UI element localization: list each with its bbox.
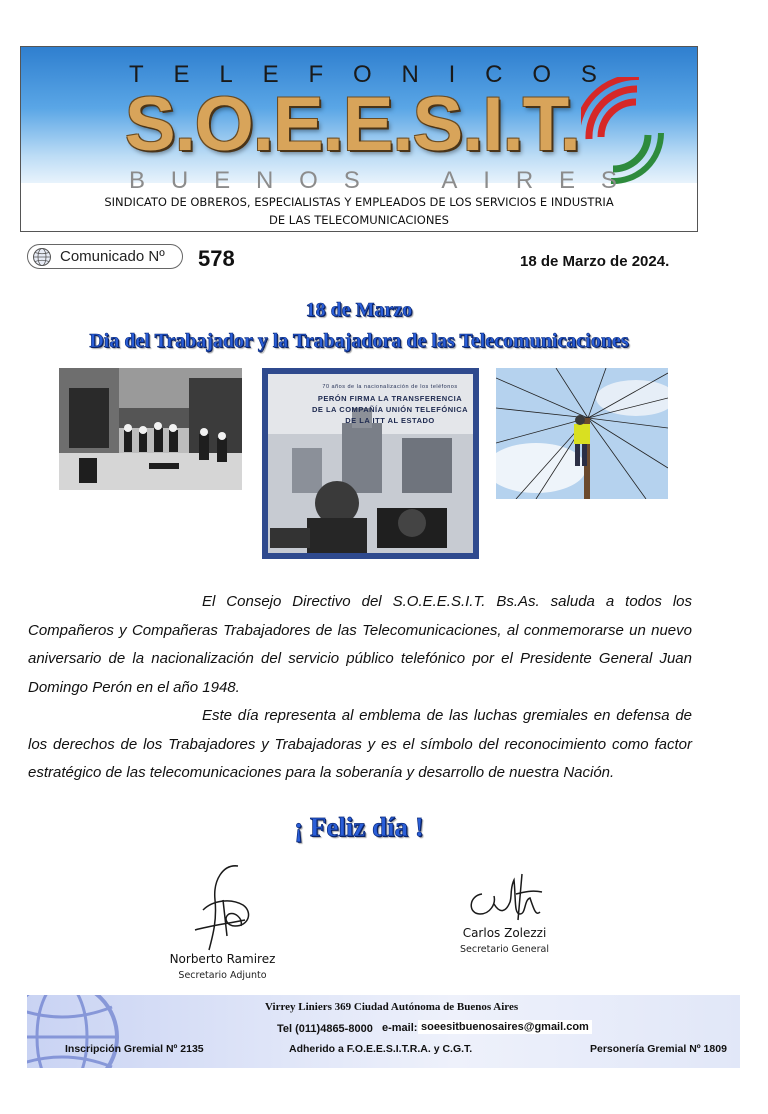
signature-block-left [150, 860, 295, 981]
signer-name: Carlos Zolezzi [462, 926, 547, 940]
banner-letter: E [173, 61, 192, 88]
signature-ramirez-icon [183, 860, 263, 952]
footer-phone: Tel (011)4865-8000 [277, 1023, 373, 1035]
banner-letter: E [262, 61, 281, 88]
banner-letter: E [559, 167, 576, 194]
banner-letter: I [483, 167, 490, 194]
photo-peron-nationalization [262, 368, 479, 559]
brand-logo-text: S.O.E.E.S.I.T. [125, 82, 580, 167]
globe-icon [32, 247, 52, 267]
comunicado-number: 578 [198, 246, 235, 271]
banner-letter: U [170, 167, 189, 194]
banner-letter: O [352, 61, 374, 88]
body-paragraph-1: El Consejo Directivo del S.O.E.E.S.I.T. Bs.As. saluda a todos los Compañeros y Compañeras Trabajadores de las Telecomunicaciones, al conmemorarse un nuevo aniversario de la nacionalización del servicio público telefónico por el Presidente General Juan Domingo Perón en el año 1948. [28, 593, 692, 696]
body-paragraph-2: Este día representa al emblema de las luchas gremiales en defensa de los derechos de los Trabajadores y Trabajadoras y es el símbolo del reconocimiento como factor estratégico de las telecomunicaciones para la soberanía y desarrollo de nuestra Nación. [28, 707, 692, 781]
banner-letter: C [485, 61, 505, 88]
footer-email-link[interactable]: soeesitbuenosaires@gmail.com [418, 1020, 592, 1034]
banner-letter: S [580, 61, 599, 88]
banner-letter: F [308, 61, 326, 88]
letterhead-banner [20, 46, 698, 232]
banner-letter: N [255, 167, 274, 194]
signature-block-right [432, 870, 577, 955]
heading-title: Dia del Trabajador y la Trabajadora de las Telecomunicaciones [89, 330, 629, 352]
letterhead-footer [27, 995, 740, 1068]
banner-letter: T [129, 61, 146, 88]
photo2-caption-line2: DE LA COMPAÑÍA UNIÓN TELEFÓNICA [311, 405, 469, 414]
banner-letter: B [129, 167, 146, 194]
signer-role: Secretario Adjunto [178, 970, 267, 981]
banner-bottom-word [129, 167, 617, 195]
signer-role: Secretario General [459, 944, 549, 955]
banner-letter: S [600, 167, 617, 194]
document-date: 18 de Marzo de 2024. [520, 253, 670, 270]
banner-letter: O [532, 61, 554, 88]
footer-email-label: e-mail: [382, 1022, 418, 1034]
banner-letter: N [401, 61, 421, 88]
banner-letter: L [219, 61, 235, 88]
photo-switchboard-operators [59, 368, 242, 490]
banner-letter: E [214, 167, 231, 194]
footer-adherido: Adherido a F.O.E.E.S.I.T.R.A. y C.G.T. [289, 1043, 473, 1055]
signature-zolezzi-icon [460, 870, 550, 926]
signer-name: Norberto Ramirez [169, 952, 276, 966]
photo-lineman-pole [496, 368, 668, 499]
photo2-caption-small: 70 años de la nacionalización de los teléfonos [322, 384, 458, 390]
footer-inscripcion: Inscripción Gremial Nº 2135 [65, 1043, 204, 1055]
banner-gap [386, 167, 416, 195]
union-full-name-line1: SINDICATO DE OBREROS, ESPECIALISTAS Y EMPLEADOS DE LOS SERVICIOS E INDUSTRIA [104, 195, 614, 209]
photo2-caption-line1: PERÓN FIRMA LA TRANSFERENCIA [317, 394, 463, 403]
comunicado-badge [27, 244, 183, 269]
union-full-name-line2: DE LAS TELECOMUNICACIONES [269, 213, 449, 227]
banner-letter: S [343, 167, 360, 194]
heading-date: 18 de Marzo [305, 299, 413, 321]
banner-letter: I [448, 61, 458, 88]
comunicado-label: Comunicado Nº [60, 248, 165, 265]
photo2-caption-line3: DE LA ITT AL ESTADO [345, 416, 435, 425]
footer-address: Virrey Liniers 369 Ciudad Autónoma de Buenos Aires [265, 1001, 519, 1013]
banner-letter: O [299, 167, 318, 194]
footer-globe-icon [27, 995, 127, 1068]
footer-personeria: Personería Gremial Nº 1809 [590, 1043, 727, 1055]
banner-letter: R [515, 167, 534, 194]
communique-body [28, 588, 692, 788]
banner-letter: A [441, 167, 458, 194]
greeting-heading: ¡ Feliz día ! [294, 812, 424, 842]
